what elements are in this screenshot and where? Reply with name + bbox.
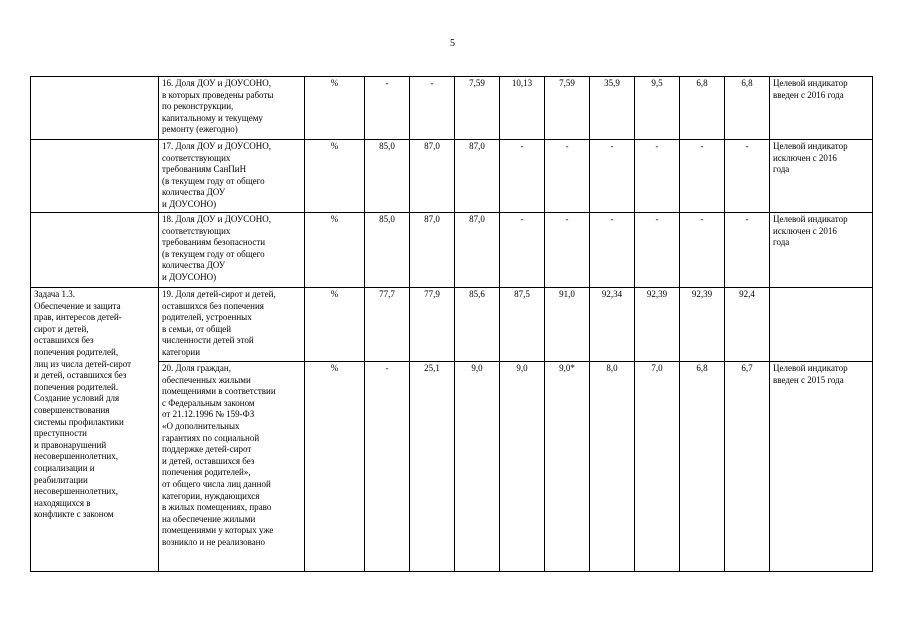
unit-cell: % — [305, 140, 365, 213]
table-row — [31, 213, 873, 288]
unit-cell: % — [305, 213, 365, 288]
value-cell: 35,9 — [590, 77, 635, 140]
value-cell: 9,0* — [545, 362, 590, 572]
value-cell: 6,8 — [725, 77, 770, 140]
value-cell: 87,5 — [500, 288, 545, 362]
indicator-cell: 16. Доля ДОУ и ДОУСОНО, в которых проведены работы по реконструкции, капитальному и текущему ремонту (ежегодно) — [159, 77, 305, 140]
value-cell: - — [500, 213, 545, 288]
value-cell: 92,34 — [590, 288, 635, 362]
value-cell: 77,7 — [365, 288, 410, 362]
table-row — [31, 288, 873, 362]
value-cell: 92,39 — [680, 288, 725, 362]
value-cell: 77,9 — [410, 288, 455, 362]
indicator-cell: 17. Доля ДОУ и ДОУСОНО, соответствующих требованиям СанПиН (в текущем году от общего количества ДОУ и ДОУСОНО) — [159, 140, 305, 213]
task-cell — [31, 213, 159, 288]
value-cell: 87,0 — [410, 140, 455, 213]
value-cell: 87,0 — [410, 213, 455, 288]
note-cell — [770, 288, 873, 362]
indicator-cell: 20. Доля граждан, обеспеченных жилыми помещениями в соответствии с Федеральным законом от 21.12.1996 № 159-ФЗ «О дополнительных гарантиях по социальной поддержке детей-сирот и детей, оставшихся без попечения родителей», от общего числа лиц данной категории, нуждающихся в жилых помещениях, право на обеспечение жилыми помещениями у которых уже возникло и не реализовано — [159, 362, 305, 572]
unit-cell: % — [305, 362, 365, 572]
value-cell: - — [590, 213, 635, 288]
value-cell: - — [410, 77, 455, 140]
value-cell: 7,0 — [635, 362, 680, 572]
value-cell: 8,0 — [590, 362, 635, 572]
value-cell: - — [590, 140, 635, 213]
value-cell: - — [635, 140, 680, 213]
value-cell: - — [545, 140, 590, 213]
note-cell: Целевой индикатор исключен с 2016 года — [770, 140, 873, 213]
unit-cell: % — [305, 77, 365, 140]
indicator-cell: 19. Доля детей-сирот и детей, оставшихся без попечения родителей, устроенных в семьи, от общей численности детей этой категории — [159, 288, 305, 362]
note-cell: Целевой индикатор введен с 2015 года — [770, 362, 873, 572]
value-cell: - — [725, 140, 770, 213]
task-cell — [31, 140, 159, 213]
value-cell: 92,39 — [635, 288, 680, 362]
value-cell: 7,59 — [455, 77, 500, 140]
value-cell: 6,7 — [725, 362, 770, 572]
value-cell: 10,13 — [500, 77, 545, 140]
indicator-table — [30, 76, 873, 572]
value-cell: 91,0 — [545, 288, 590, 362]
value-cell: 25,1 — [410, 362, 455, 572]
page-number: 5 — [450, 38, 455, 49]
value-cell: 9,0 — [500, 362, 545, 572]
note-cell: Целевой индикатор введен с 2016 года — [770, 77, 873, 140]
value-cell: - — [365, 77, 410, 140]
task-cell — [31, 77, 159, 140]
table-row — [31, 77, 873, 140]
value-cell: 85,6 — [455, 288, 500, 362]
value-cell: 9,5 — [635, 77, 680, 140]
value-cell: - — [365, 362, 410, 572]
value-cell: 9,0 — [455, 362, 500, 572]
value-cell: 6,8 — [680, 362, 725, 572]
value-cell: - — [680, 213, 725, 288]
value-cell: 85,0 — [365, 213, 410, 288]
value-cell: - — [725, 213, 770, 288]
table-row — [31, 140, 873, 213]
value-cell: 7,59 — [545, 77, 590, 140]
value-cell: 6,8 — [680, 77, 725, 140]
value-cell: 92,4 — [725, 288, 770, 362]
value-cell: 85,0 — [365, 140, 410, 213]
value-cell: 87,0 — [455, 140, 500, 213]
unit-cell: % — [305, 288, 365, 362]
indicator-cell: 18. Доля ДОУ и ДОУСОНО, соответствующих требованиям безопасности (в текущем году от общего количества ДОУ и ДОУСОНО) — [159, 213, 305, 288]
note-cell: Целевой индикатор исключен с 2016 года — [770, 213, 873, 288]
value-cell: 87,0 — [455, 213, 500, 288]
value-cell: - — [500, 140, 545, 213]
task-cell: Задача 1.3. Обеспечение и защита прав, интересов детей- сирот и детей, оставшихся без попечения родителей, лиц из числа детей-сирот и детей, оставшихся без попечения родителей. Создание условий для совершенствования системы профилактики преступности и правонарушений несовершеннолетних, социализации и реабилитации несовершеннолетних, находящихся в конфликте с законом — [31, 288, 159, 572]
value-cell: - — [635, 213, 680, 288]
value-cell: - — [680, 140, 725, 213]
value-cell: - — [545, 213, 590, 288]
